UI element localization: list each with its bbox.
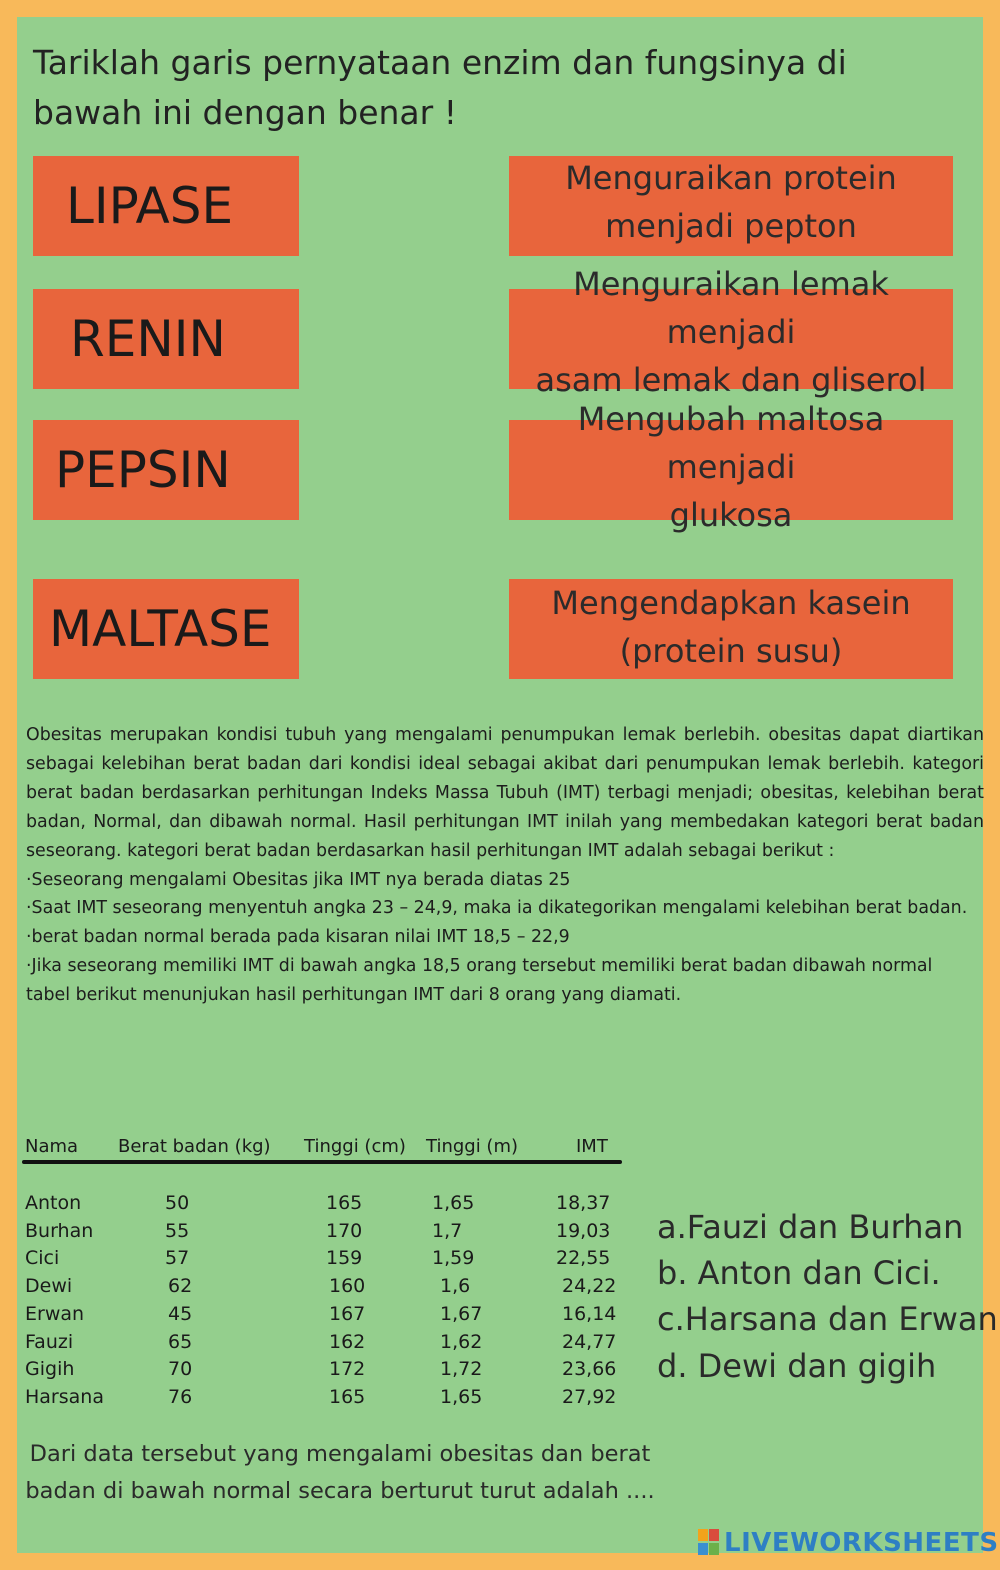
table-cell: 57 [165,1247,190,1270]
function-line: Mengendapkan kasein [551,584,911,622]
table-header-bmi: IMT [576,1136,608,1157]
brand-logo [698,1528,999,1558]
table-cell: 1,67 [440,1302,483,1325]
table-header-height-m: Tinggi (m) [426,1136,519,1157]
table-cell: 23,66 [562,1358,617,1381]
option-b[interactable]: b. Anton dan Cici. [657,1254,941,1292]
table-cell-name: Burhan [25,1219,94,1242]
enzyme-label: PEPSIN [55,441,231,499]
intro-text: Obesitas merupakan kondisi tubuh yang mengalami penumpukan lemak berlebih. obesitas dapat diartikan sebagai kelebihan berat badan dari kondisi ideal sebagai akibat dari penumpukan lemak berlebih. kategori berat badan berdasarkan perhitungan Indeks Massa Tubuh (IMT) terbagi menjadi; obesitas, kelebihan berat badan, Normal, dan dibawah normal. Hasil perhitungan IMT inilah yang membedakan kategori berat badan seseorang. kategori berat badan berdasarkan hasil perhitungan IMT adalah sebagai berikut : [26,725,984,861]
table-cell-name: Harsana [25,1385,104,1408]
function-box-1[interactable] [509,156,953,256]
option-c[interactable]: c.Harsana dan Erwan [657,1300,998,1338]
function-box-4[interactable] [509,579,953,679]
function-line: (protein susu) [619,632,843,670]
table-cell: 162 [329,1330,366,1353]
table-cell: 55 [165,1219,190,1242]
function-box-3[interactable] [509,400,953,534]
table-cell: 160 [329,1275,366,1298]
table-cell: 1,59 [432,1247,475,1270]
table-cell: 1,62 [440,1330,483,1353]
table-cell: 62 [168,1275,193,1298]
function-line: glukosa [669,496,793,534]
table-cell: 24,77 [562,1330,617,1353]
enzyme-label: RENIN [70,310,226,368]
table-cell: 170 [326,1219,363,1242]
function-line: Menguraikan lemak menjadi [573,265,889,351]
bullet-underweight: ·Jika seseorang memiliki IMT di bawah angka 18,5 orang tersebut memiliki berat badan dibawah normal [26,956,933,977]
table-cell: 50 [165,1192,190,1214]
table-cell-name: Fauzi [25,1330,74,1353]
table-cell: 45 [168,1302,193,1325]
table-header-rule [22,1160,622,1164]
table-cell: 18,37 [556,1192,611,1214]
table-cell: 19,03 [556,1219,611,1242]
table-cell: 167 [329,1302,366,1325]
table-cell: 1,72 [440,1358,483,1381]
option-a[interactable]: a.Fauzi dan Burhan [657,1208,964,1246]
table-header-height-cm: Tinggi (cm) [304,1136,406,1157]
table-cell-name: Dewi [25,1275,73,1298]
table-header-name: Nama [25,1136,79,1157]
table-cell: 1,65 [432,1192,475,1214]
table-cell: 172 [329,1358,366,1381]
bmi-explanation [26,721,984,1010]
table-cell: 65 [168,1330,193,1353]
enzyme-box-lipase[interactable] [33,156,299,256]
function-line: asam lemak dan gliserol [535,361,927,399]
table-cell: 76 [168,1385,193,1408]
table-cell-name: Anton [25,1192,82,1214]
table-cell: 16,14 [562,1302,617,1325]
function-box-2[interactable] [509,265,953,399]
page-title: Tariklah garis pernyataan enzim dan fungsinya di bawah ini dengan benar ! [33,43,847,132]
table-cell: 165 [326,1192,363,1214]
question-text: Dari data tersebut yang mengalami obesitas dan berat badan di bawah normal secara berturut turut adalah .... [25,1441,655,1504]
table-intro: tabel berikut menunjukan hasil perhitungan IMT dari 8 orang yang diamati. [26,985,682,1006]
table-cell: 70 [168,1358,193,1381]
table-cell: 1,65 [440,1385,483,1408]
enzyme-label: LIPASE [66,177,234,235]
table-header-weight: Berat badan (kg) [118,1136,271,1157]
table-cell-name: Gigih [25,1358,75,1381]
table-cell: 27,92 [562,1385,617,1408]
enzyme-label: MALTASE [49,600,272,658]
enzyme-box-pepsin[interactable] [33,420,299,520]
function-line: menjadi pepton [605,207,857,245]
table-cell: 22,55 [556,1247,611,1270]
table-cell: 159 [326,1247,363,1270]
table-cell: 1,6 [440,1275,471,1298]
bullet-normal: ·berat badan normal berada pada kisaran nilai IMT 18,5 – 22,9 [26,927,570,948]
table-cell-name: Erwan [25,1302,85,1325]
liveworksheets-icon [698,1529,720,1557]
table-cell-name: Cici [25,1247,60,1270]
enzyme-box-renin[interactable] [33,289,299,389]
bullet-obesity: ·Seseorang mengalami Obesitas jika IMT nya berada diatas 25 [26,869,571,890]
brand-name: LIVEWORKSHEETS [724,1528,999,1558]
option-d[interactable]: d. Dewi dan gigih [657,1347,937,1385]
function-line: Menguraikan protein [565,159,897,197]
bullet-overweight: ·Saat IMT seseorang menyentuh angka 23 – 24,9, maka ia dikategorikan mengalami kelebihan berat badan. [26,898,968,919]
function-line: Mengubah maltosa menjadi [577,400,885,486]
enzyme-box-maltase[interactable] [33,579,299,679]
table-cell: 165 [329,1385,366,1408]
table-cell: 24,22 [562,1275,617,1298]
table-cell: 1,7 [432,1219,463,1242]
